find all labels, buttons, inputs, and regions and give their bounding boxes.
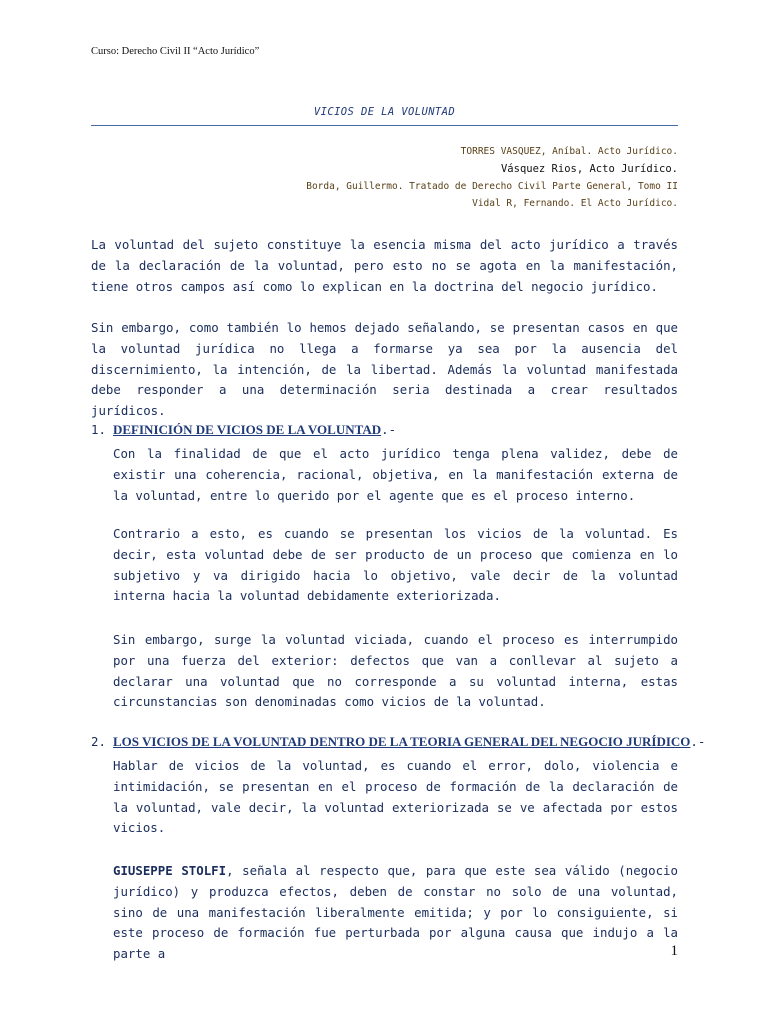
section-number: 2. — [91, 734, 106, 749]
title-divider — [91, 125, 678, 126]
section-suffix: .- — [381, 422, 397, 437]
section-2-heading — [91, 734, 705, 750]
section-1-paragraph-2: Contrario a esto, es cuando se presentan los vicios de la voluntad. Es decir, esta voluntad debe de ser producto de un proceso que comienza en lo subjetivo y va dirigido hacia lo objetivo, vale decir de la voluntad interna hacia la voluntad debidamente exteriorizada. — [113, 526, 678, 604]
page-number: 1 — [670, 943, 678, 959]
section-suffix: .- — [690, 734, 706, 749]
reference-item: Borda, Guillermo. Tratado de Derecho Civil Parte General, Tomo II — [306, 181, 678, 192]
intro-paragraph-2: Sin embargo, como también lo hemos dejado señalando, se presentan casos en que la voluntad jurídica no llega a formarse ya sea por la ausencia del discernimiento, la intención, de la libertad. Además la voluntad manifestada debe responder a una determinación seria destinada a crear resultados jurídicos. — [91, 320, 678, 419]
section-2-paragraph-1: Hablar de vicios de la voluntad, es cuando el error, dolo, violencia e intimidación, se presentan en el proceso de formación de la declaración de la voluntad, vale decir, la voluntad exteriorizada se ve afectada por estos vicios. — [113, 758, 678, 836]
section-title: DEFINICIÓN DE VICIOS DE LA VOLUNTAD — [113, 422, 382, 437]
section-title: LOS VICIOS DE LA VOLUNTAD DENTRO DE LA TEORIA GENERAL DEL NEGOCIO JURÍDICO — [113, 734, 691, 749]
intro-paragraph-1: La voluntad del sujeto constituye la esencia misma del acto jurídico a través de la declaración de la voluntad, pero esto no se agota en la manifestación, tiene otros campos así como lo explican en la doctrina del negocio jurídico. — [91, 237, 678, 294]
section-2-paragraph-2 — [113, 861, 678, 965]
reference-item: Vásquez Rios, Acto Jurídico. — [500, 163, 678, 175]
author-name: GIUSEPPE STOLFI — [113, 863, 227, 878]
document-title: VICIOS DE LA VOLUNTAD — [313, 106, 456, 118]
running-header: Curso: Derecho Civil II “Acto Jurídico” — [91, 46, 260, 57]
paragraph-text: , señala al respecto que, para que este sea válido (negocio jurídico) y produzca efectos, deben de constar no solo de una voluntad, sino de una manifestación liberalmente emitida; y por lo consiguiente, si este proceso de formación fue perturbada por alguna causa que indujo a la parte a — [113, 863, 678, 962]
section-1-paragraph-3: Sin embargo, surge la voluntad viciada, cuando el proceso es interrumpido por una fuerza del exterior: defectos que van a conllevar al sujeto a declarar una voluntad que no corresponde a su voluntad interna, estas circunstancias son denominadas como vicios de la voluntad. — [113, 632, 678, 710]
reference-item: TORRES VASQUEZ, Aníbal. Acto Jurídico. — [460, 146, 678, 157]
references-block — [306, 143, 678, 212]
section-number: 1. — [91, 422, 106, 437]
section-1-paragraph-1: Con la finalidad de que el acto jurídico tenga plena validez, debe de existir una coherencia, racional, objetiva, en la manifestación externa de la voluntad, entre lo querido por el agente que es el proceso interno. — [113, 446, 678, 503]
section-1-heading — [91, 422, 396, 438]
reference-item: Vidal R, Fernando. El Acto Jurídico. — [472, 198, 678, 209]
